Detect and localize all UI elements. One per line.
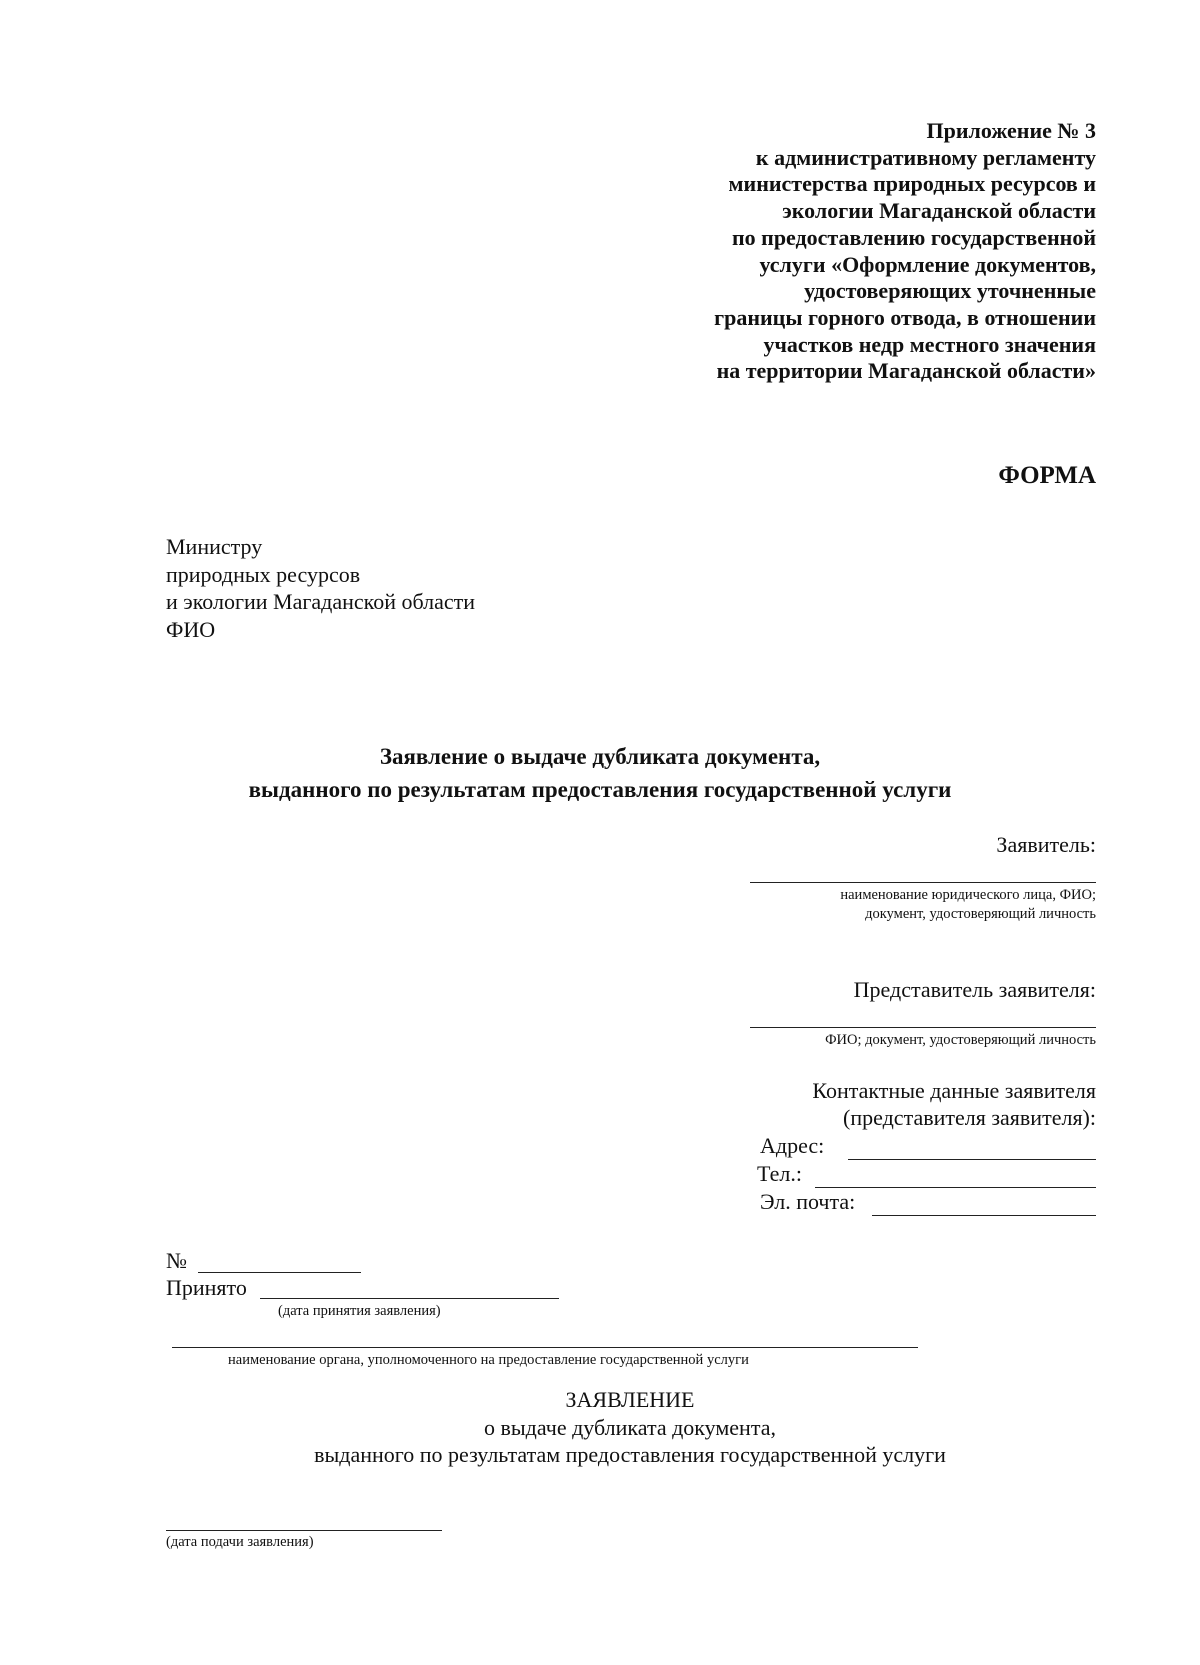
address-label: Адрес:: [760, 1133, 825, 1158]
email-label: Эл. почта:: [760, 1189, 856, 1214]
phone-label: Тел.:: [757, 1161, 802, 1186]
appendix-line: на территории Магаданской области»: [716, 358, 1096, 384]
applicant-field[interactable]: [750, 882, 1096, 883]
representative-hint: ФИО; документ, удостоверяющий личность: [825, 1032, 1096, 1048]
statement-heading-block: [0, 1386, 1200, 1469]
phone-field[interactable]: [815, 1187, 1096, 1188]
applicant-hint-2: документ, удостоверяющий личность: [865, 906, 1096, 922]
appendix-line: Приложение № 3: [926, 118, 1096, 143]
representative-field[interactable]: [750, 1027, 1096, 1028]
appendix-line: границы горного отвода, в отношении: [714, 304, 1096, 330]
accepted-label: Принято: [166, 1275, 247, 1300]
submission-date-field[interactable]: [166, 1530, 442, 1531]
statement-heading: ЗАЯВЛЕНИЕ: [565, 1387, 695, 1412]
addressee-line: Министру: [166, 534, 263, 559]
appendix-line: услуги «Оформление документов,: [759, 251, 1096, 277]
email-field[interactable]: [872, 1215, 1096, 1216]
submission-date-hint: (дата подачи заявления): [166, 1534, 314, 1550]
appendix-line: министерства природных ресурсов и: [728, 171, 1096, 197]
accepted-date-field[interactable]: [260, 1298, 559, 1299]
addressee-line: и экологии Магаданской области: [166, 589, 476, 614]
authority-field[interactable]: [172, 1347, 918, 1348]
statement-line1: о выдаче дубликата документа,: [484, 1414, 776, 1440]
authority-hint: наименование органа, уполномоченного на предоставление государственной услуги: [228, 1352, 749, 1368]
addressee-line: ФИО: [166, 616, 216, 642]
appendix-line: к административному регламенту: [755, 144, 1096, 170]
addressee-block: [166, 533, 475, 643]
number-label: №: [166, 1248, 187, 1273]
appendix-line: участков недр местного значения: [763, 331, 1096, 357]
document-title-line2: выданного по результатам предоставления государственной услуги: [248, 777, 952, 802]
contacts-heading-1: Контактные данные заявителя: [812, 1078, 1096, 1103]
applicant-hint-1: наименование юридического лица, ФИО;: [840, 887, 1096, 903]
document-title-line1: Заявление о выдаче дубликата документа,: [379, 744, 821, 769]
appendix-line: экологии Магаданской области: [782, 198, 1096, 224]
applicant-label: Заявитель:: [996, 832, 1096, 857]
document-title: [0, 740, 1200, 806]
addressee-line: природных ресурсов: [166, 561, 361, 587]
address-field[interactable]: [848, 1159, 1096, 1160]
form-label: ФОРМА: [998, 462, 1096, 489]
appendix-header: [576, 118, 1096, 385]
contacts-heading-2: (представителя заявителя):: [843, 1105, 1096, 1130]
appendix-line: по предоставлению государственной: [731, 224, 1096, 250]
number-field[interactable]: [198, 1272, 361, 1273]
appendix-line: удостоверяющих уточненные: [804, 278, 1096, 304]
representative-label: Представитель заявителя:: [853, 977, 1096, 1002]
statement-line2: выданного по результатам предоставления государственной услуги: [314, 1442, 946, 1467]
accepted-date-hint: (дата принятия заявления): [278, 1303, 441, 1319]
